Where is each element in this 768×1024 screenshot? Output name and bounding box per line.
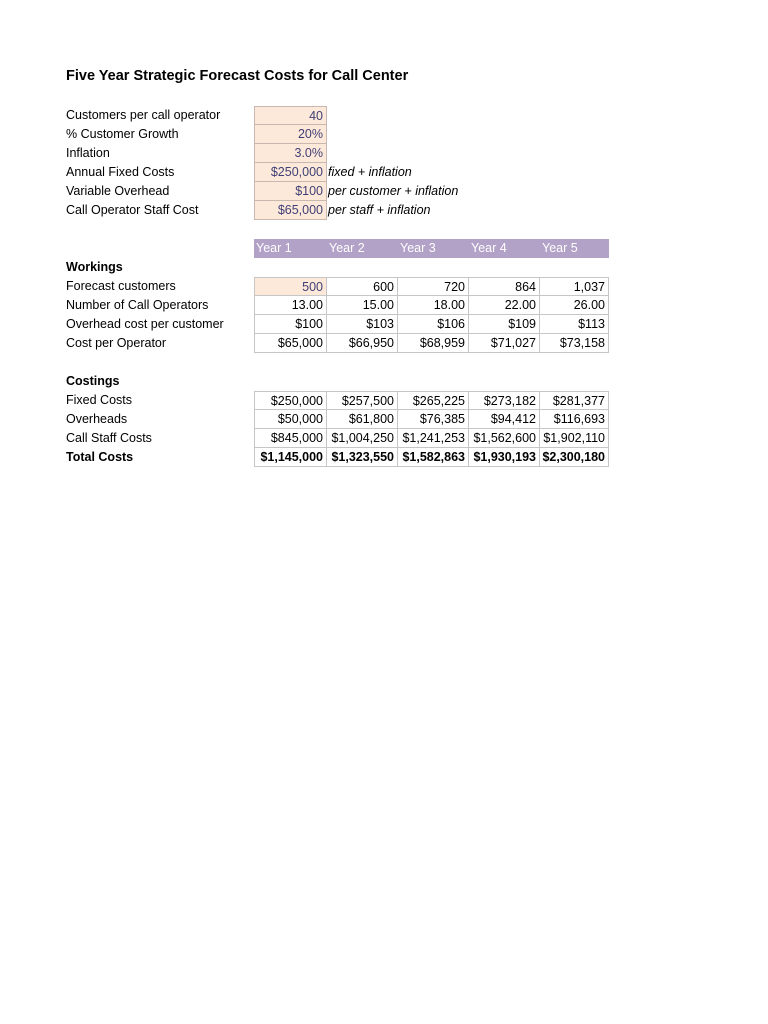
input-label: Call Operator Staff Cost (66, 203, 199, 217)
input-label: Customers per call operator (66, 108, 221, 122)
input-note: per staff + inflation (328, 203, 431, 217)
table-cell[interactable]: $2,300,180 (540, 448, 609, 467)
input-cell[interactable]: 3.0% (254, 144, 327, 163)
table-cell[interactable]: $66,950 (327, 334, 398, 353)
table-cell[interactable]: $250,000 (254, 391, 327, 410)
table-cell[interactable]: $61,800 (327, 410, 398, 429)
table-cell[interactable]: $100 (254, 315, 327, 334)
row-label: Overhead cost per customer (66, 317, 224, 331)
table-cell[interactable]: 864 (469, 277, 540, 296)
table-cell[interactable]: $1,562,600 (469, 429, 540, 448)
table-cell[interactable]: $265,225 (398, 391, 469, 410)
table-cell[interactable]: $113 (540, 315, 609, 334)
input-cell[interactable]: $250,000 (254, 163, 327, 182)
input-cell[interactable]: $65,000 (254, 201, 327, 220)
page-title: Five Year Strategic Forecast Costs for Call Center (66, 68, 409, 84)
input-cell[interactable]: 40 (254, 106, 327, 125)
input-label: % Customer Growth (66, 127, 179, 141)
year-header[interactable]: Year 2 (327, 239, 398, 258)
row-label: Call Staff Costs (66, 431, 152, 445)
table-cell[interactable]: 500 (254, 277, 327, 296)
table-cell[interactable]: $1,241,253 (398, 429, 469, 448)
table-cell[interactable]: 13.00 (254, 296, 327, 315)
table-cell[interactable]: $71,027 (469, 334, 540, 353)
input-label: Inflation (66, 146, 110, 160)
input-cell[interactable]: 20% (254, 125, 327, 144)
table-cell[interactable]: $103 (327, 315, 398, 334)
costings-heading: Costings (66, 374, 120, 388)
table-cell[interactable]: $1,004,250 (327, 429, 398, 448)
table-cell[interactable]: $1,902,110 (540, 429, 609, 448)
table-cell[interactable]: 22.00 (469, 296, 540, 315)
row-label: Fixed Costs (66, 393, 132, 407)
table-cell[interactable]: $50,000 (254, 410, 327, 429)
table-cell[interactable]: 600 (327, 277, 398, 296)
row-label: Total Costs (66, 450, 134, 464)
table-cell[interactable]: $116,693 (540, 410, 609, 429)
input-cell[interactable]: $100 (254, 182, 327, 201)
year-header[interactable]: Year 1 (254, 239, 327, 258)
table-cell[interactable]: $1,323,550 (327, 448, 398, 467)
table-cell[interactable]: $68,959 (398, 334, 469, 353)
table-cell[interactable]: $257,500 (327, 391, 398, 410)
table-cell[interactable]: 720 (398, 277, 469, 296)
workings-heading: Workings (66, 260, 123, 274)
table-cell[interactable]: $1,582,863 (398, 448, 469, 467)
table-cell[interactable]: $1,145,000 (254, 448, 327, 467)
table-cell[interactable]: 26.00 (540, 296, 609, 315)
table-cell[interactable]: $106 (398, 315, 469, 334)
year-header[interactable]: Year 3 (398, 239, 469, 258)
table-cell[interactable]: 15.00 (327, 296, 398, 315)
input-label: Annual Fixed Costs (66, 165, 175, 179)
row-label: Cost per Operator (66, 336, 167, 350)
input-note: fixed + inflation (328, 165, 412, 179)
table-cell[interactable]: $65,000 (254, 334, 327, 353)
input-label: Variable Overhead (66, 184, 170, 198)
table-cell[interactable]: 1,037 (540, 277, 609, 296)
table-cell[interactable]: $281,377 (540, 391, 609, 410)
row-label: Overheads (66, 412, 128, 426)
row-label: Number of Call Operators (66, 298, 209, 312)
year-header[interactable]: Year 4 (469, 239, 540, 258)
year-header[interactable]: Year 5 (540, 239, 609, 258)
table-cell[interactable]: $109 (469, 315, 540, 334)
table-cell[interactable]: $76,385 (398, 410, 469, 429)
table-cell[interactable]: $73,158 (540, 334, 609, 353)
table-cell[interactable]: $94,412 (469, 410, 540, 429)
table-cell[interactable]: 18.00 (398, 296, 469, 315)
row-label: Forecast customers (66, 279, 176, 293)
table-cell[interactable]: $845,000 (254, 429, 327, 448)
table-cell[interactable]: $273,182 (469, 391, 540, 410)
table-cell[interactable]: $1,930,193 (469, 448, 540, 467)
input-note: per customer + inflation (328, 184, 459, 198)
